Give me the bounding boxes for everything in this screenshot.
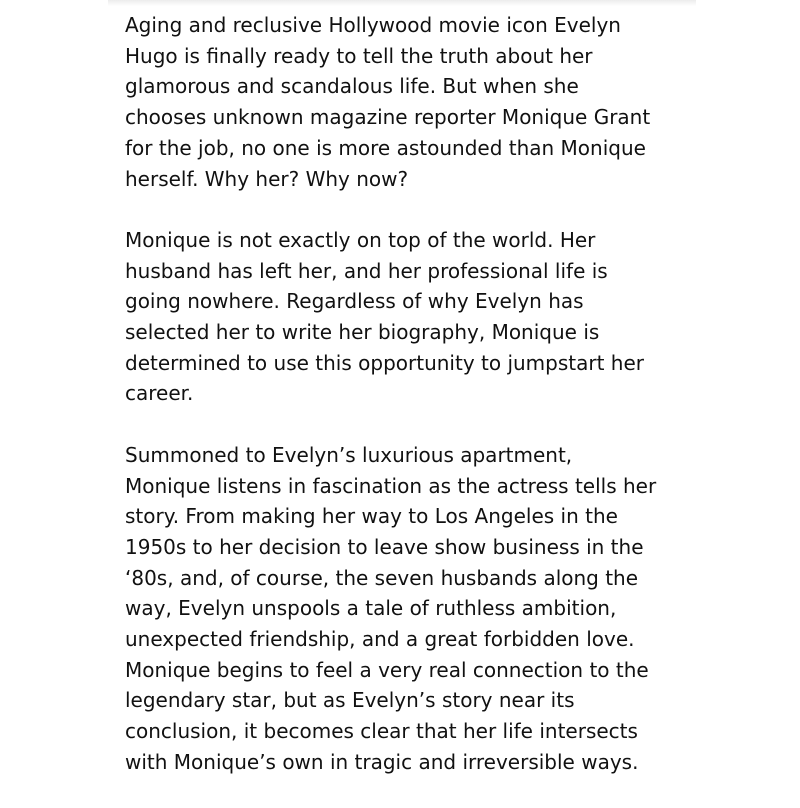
paragraph-line: determined to use this opportunity to jumpstart her bbox=[125, 350, 644, 375]
paragraph-line: conclusion, it becomes clear that her life intersects bbox=[125, 719, 638, 744]
paragraph-line: with Monique’s own in tragic and irreversible ways. bbox=[125, 749, 639, 774]
paragraph-line: unexpected friendship, and a great forbidden love. bbox=[125, 627, 635, 652]
paragraph-line: Summoned to Evelyn’s luxurious apartment, bbox=[125, 442, 573, 467]
paragraph-line: glamorous and scandalous life. But when she bbox=[125, 74, 579, 99]
paragraph-line: Monique listens in fascination as the actress tells her bbox=[125, 473, 657, 498]
paragraph-line: career. bbox=[125, 381, 194, 406]
paragraph-line: chooses unknown magazine reporter Monique Grant bbox=[125, 105, 651, 130]
paragraph-line: herself. Why her? Why now? bbox=[125, 166, 409, 191]
paragraph-line: 1950s to her decision to leave show business in the bbox=[125, 534, 644, 559]
paragraph-line: way, Evelyn unspools a tale of ruthless ambition, bbox=[125, 596, 617, 621]
paragraph-line: Hugo is finally ready to tell the truth about her bbox=[125, 43, 593, 68]
paragraph-line: going nowhere. Regardless of why Evelyn has bbox=[125, 289, 584, 314]
paragraph-line: ‘80s, and, of course, the seven husbands along the bbox=[125, 565, 639, 590]
paragraph-line: story. From making her way to Los Angeles in the bbox=[125, 504, 618, 529]
description-paragraph-1 bbox=[125, 10, 685, 194]
description-paragraph-2 bbox=[125, 225, 685, 409]
book-description bbox=[125, 10, 685, 808]
paragraph-line: for the job, no one is more astounded than Monique bbox=[125, 135, 646, 160]
paragraph-line: selected her to write her biography, Monique is bbox=[125, 320, 600, 345]
paragraph-line: legendary star, but as Evelyn’s story near its bbox=[125, 688, 575, 713]
top-divider-shadow bbox=[108, 0, 696, 6]
paragraph-line: Monique begins to feel a very real connection to the bbox=[125, 657, 649, 682]
paragraph-line: Aging and reclusive Hollywood movie icon Evelyn bbox=[125, 13, 621, 37]
paragraph-line: Monique is not exactly on top of the world. Her bbox=[125, 227, 596, 252]
paragraph-line: husband has left her, and her professional life is bbox=[125, 258, 608, 283]
description-paragraph-3 bbox=[125, 440, 685, 778]
